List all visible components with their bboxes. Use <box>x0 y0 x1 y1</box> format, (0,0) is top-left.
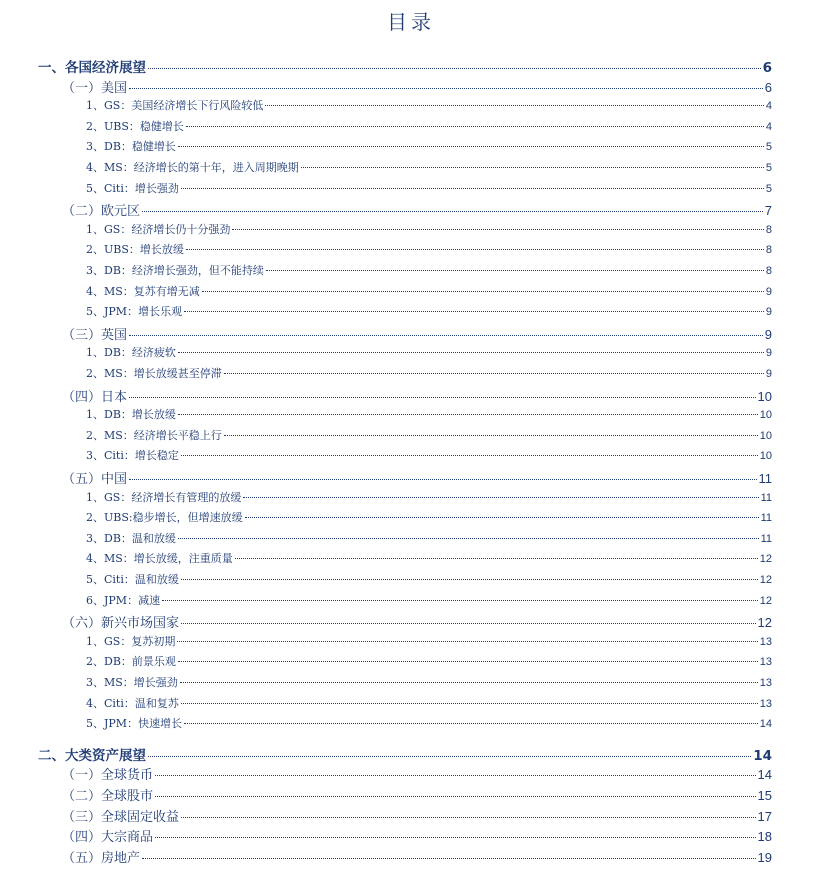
dot-leader <box>265 105 764 106</box>
toc-entry[interactable] <box>38 56 772 76</box>
dot-leader <box>129 88 763 89</box>
toc-entry[interactable] <box>62 324 772 344</box>
dot-leader <box>224 435 758 436</box>
toc-entry[interactable] <box>62 77 772 97</box>
toc-entry[interactable] <box>62 847 772 867</box>
dot-leader <box>155 837 756 838</box>
dot-leader <box>202 291 764 292</box>
toc-entry-page-number: 9 <box>765 285 772 298</box>
dot-leader <box>181 703 758 704</box>
dot-leader <box>162 600 758 601</box>
dot-leader <box>148 68 761 69</box>
toc-entry-page-number: 13 <box>759 677 772 689</box>
dot-leader <box>186 249 764 250</box>
toc-entry-label: 2、UBS：稳健增长 <box>86 119 184 133</box>
toc-entry-label: （五）中国 <box>62 472 128 487</box>
toc-entry-label: 3、DB：稳健增长 <box>86 140 176 154</box>
toc-entry-label: （二）全球股市 <box>62 789 154 804</box>
toc-entry-label: 5、Citi：温和放缓 <box>86 573 179 586</box>
toc-entry[interactable] <box>86 365 772 385</box>
toc-entry-label: （四）大宗商品 <box>62 830 154 846</box>
toc-entry-page-number: 11 <box>760 532 772 545</box>
page-title: 目录 <box>387 10 435 34</box>
toc-entry-page-number: 10 <box>759 450 772 463</box>
dot-leader <box>181 817 756 818</box>
toc-entry[interactable] <box>86 592 772 612</box>
toc-entry-page-number: 18 <box>757 829 772 845</box>
toc-entry-label: 3、DB：温和放缓 <box>86 531 176 545</box>
toc-entry-page-number: 11 <box>760 512 772 525</box>
toc-entry-page-number: 11 <box>758 471 772 486</box>
toc-entry-page-number: 12 <box>757 615 772 631</box>
toc-entry[interactable] <box>86 138 772 158</box>
toc-entry-label: 1、DB：增长放缓 <box>86 408 176 422</box>
toc-entry[interactable] <box>86 530 772 550</box>
toc-entry-page-number: 13 <box>759 697 772 710</box>
toc-entry[interactable] <box>86 715 772 735</box>
dot-leader <box>301 167 764 168</box>
dot-leader <box>142 211 763 212</box>
toc-entry[interactable] <box>62 785 772 805</box>
toc-entry-page-number: 11 <box>760 491 772 504</box>
toc-entry[interactable] <box>86 221 772 241</box>
dot-leader <box>184 311 764 312</box>
toc-entry[interactable] <box>86 159 772 179</box>
toc-entry-label: 1、GS：复苏初期 <box>86 634 176 648</box>
toc-entry-label: 1、DB：经济疲软 <box>86 346 176 360</box>
toc-entry-page-number: 12 <box>759 594 772 607</box>
toc-entry-label: 4、MS：复苏有增无减 <box>86 284 200 298</box>
toc-entry-page-number: 14 <box>753 747 772 764</box>
toc-entry[interactable] <box>62 826 772 846</box>
dot-leader <box>224 373 764 374</box>
toc-entry-label: （三）英国 <box>62 327 128 343</box>
dot-leader <box>181 623 756 624</box>
toc-entry[interactable] <box>86 283 772 303</box>
toc-entry-page-number: 9 <box>765 368 772 380</box>
toc-entry-label: 2、UBS:稳步增长，但增速放缓 <box>86 511 243 525</box>
toc-entry-label: 5、JPM：快速增长 <box>86 717 183 731</box>
toc-entry-page-number: 10 <box>759 409 772 422</box>
toc-entry-page-number: 14 <box>759 718 772 731</box>
toc-entry-page-number: 5 <box>765 162 772 174</box>
toc-entry-label: （二）欧元区 <box>62 204 141 220</box>
dot-leader <box>178 146 764 147</box>
toc-entry-page-number: 12 <box>759 553 772 566</box>
toc-entry-label: （一）美国 <box>62 80 128 96</box>
dot-leader <box>148 756 751 757</box>
toc-entry-label: 4、MS：经济增长的第十年，进入周期晚期 <box>86 161 299 174</box>
dot-leader <box>181 455 758 456</box>
toc-entry-label: 5、JPM：增长乐观 <box>86 305 183 319</box>
toc-entry-page-number: 6 <box>764 79 772 95</box>
dot-leader <box>178 414 758 415</box>
toc-entry[interactable] <box>62 612 772 632</box>
toc-entry-label: （六）新兴市场国家 <box>62 616 180 632</box>
toc-entry-label: 3、DB：经济增长强劲，但不能持续 <box>86 264 264 277</box>
dot-leader <box>155 796 756 797</box>
toc-entry-label: 3、MS：增长强劲 <box>86 676 178 689</box>
toc-entry[interactable] <box>86 303 772 323</box>
toc-entry-label: 2、DB：前景乐观 <box>86 655 176 669</box>
toc-entry-page-number: 4 <box>765 100 772 113</box>
toc-entry-label: 一、各国经济展望 <box>38 60 146 76</box>
toc-entry[interactable] <box>86 447 772 467</box>
dot-leader <box>243 497 758 498</box>
toc-entry[interactable] <box>86 241 772 261</box>
toc-entry-page-number: 17 <box>757 808 772 824</box>
toc-entry[interactable] <box>62 468 772 488</box>
toc-entry-label: 二、大类资产展望 <box>38 747 146 764</box>
toc-entry-label: 1、GS：美国经济增长下行风险较低 <box>86 99 264 113</box>
toc-entry-label: 2、UBS：增长放缓 <box>86 243 184 257</box>
toc-entry[interactable] <box>62 764 772 784</box>
toc-entry-page-number: 9 <box>765 347 772 360</box>
dot-leader <box>181 579 758 580</box>
dot-leader <box>235 558 758 559</box>
dot-leader <box>178 538 759 539</box>
toc-entry-page-number: 9 <box>765 306 772 319</box>
toc-entry-page-number: 5 <box>765 141 772 154</box>
toc-entry[interactable] <box>86 427 772 447</box>
dot-leader <box>186 126 764 127</box>
toc-entry-label: 1、GS：经济增长仍十分强劲 <box>86 222 231 236</box>
dot-leader <box>155 775 756 776</box>
toc-entry[interactable] <box>86 653 772 673</box>
toc-entry[interactable] <box>86 262 772 282</box>
toc-entry-label: 4、MS：增长放缓，注重质量 <box>86 552 233 566</box>
toc-entry-page-number: 8 <box>765 223 772 236</box>
toc-entry-page-number: 19 <box>757 849 772 865</box>
toc-entry[interactable] <box>62 200 772 220</box>
toc-entry[interactable] <box>86 489 772 509</box>
dot-leader <box>232 229 764 230</box>
dot-leader <box>180 682 758 683</box>
toc-entry-page-number: 8 <box>765 265 772 277</box>
dot-leader <box>177 641 757 642</box>
toc-entry-page-number: 4 <box>765 120 772 133</box>
toc-entry-page-number: 9 <box>764 326 772 342</box>
toc-entry-page-number: 10 <box>757 388 772 404</box>
toc-entry-label: 4、Citi：温和复苏 <box>86 696 179 710</box>
toc-entry[interactable] <box>86 97 772 117</box>
toc-entry-page-number: 6 <box>762 60 772 76</box>
toc-entry[interactable] <box>86 695 772 715</box>
toc-entry-page-number: 13 <box>759 635 772 648</box>
toc-entry-page-number: 10 <box>759 429 772 442</box>
toc-entry[interactable] <box>86 180 772 200</box>
dot-leader <box>178 661 758 662</box>
toc-entry-page-number: 8 <box>765 244 772 257</box>
toc-entry-label: （五）房地产 <box>62 850 141 866</box>
toc-entry[interactable] <box>86 674 772 694</box>
toc-entry-label: 6、JPM：减速 <box>86 593 161 607</box>
toc-entry[interactable] <box>86 406 772 426</box>
toc-entry-label: （一）全球货币 <box>62 768 154 784</box>
toc-entry[interactable] <box>86 633 772 653</box>
toc-entry[interactable] <box>86 571 772 591</box>
toc-entry-label: 3、Citi：增长稳定 <box>86 449 179 463</box>
toc-entry[interactable] <box>62 806 772 826</box>
toc-entry[interactable] <box>38 744 772 764</box>
dot-leader <box>129 479 756 480</box>
toc-entry[interactable] <box>86 550 772 570</box>
toc-entry-page-number: 14 <box>757 767 772 783</box>
dot-leader <box>129 335 763 336</box>
toc-entry[interactable] <box>62 386 772 406</box>
dot-leader <box>181 188 764 189</box>
toc-entry[interactable] <box>86 509 772 529</box>
toc-entry-label: 2、MS：经济增长平稳上行 <box>86 428 222 442</box>
dot-leader <box>178 352 764 353</box>
toc-entry-label: 5、Citi：增长强劲 <box>86 181 179 195</box>
dot-leader <box>266 270 764 271</box>
dot-leader <box>142 858 756 859</box>
toc-entry-page-number: 12 <box>759 574 772 586</box>
toc-entry-label: 2、MS：增长放缓甚至停滞 <box>86 367 222 380</box>
toc-entry-page-number: 13 <box>759 656 772 669</box>
toc-entry-label: 1、GS：经济增长有管理的放缓 <box>86 490 242 504</box>
toc-entry-label: （三）全球固定收益 <box>62 809 180 825</box>
toc-entry-page-number: 5 <box>765 182 772 195</box>
toc-entry-page-number: 7 <box>764 203 772 219</box>
toc-entry[interactable] <box>86 118 772 138</box>
dot-leader <box>245 517 759 518</box>
dot-leader <box>129 397 756 398</box>
toc-entry-page-number: 15 <box>757 788 772 803</box>
toc-entry[interactable] <box>86 344 772 364</box>
toc-entry-label: （四）日本 <box>62 389 128 405</box>
dot-leader <box>184 723 758 724</box>
